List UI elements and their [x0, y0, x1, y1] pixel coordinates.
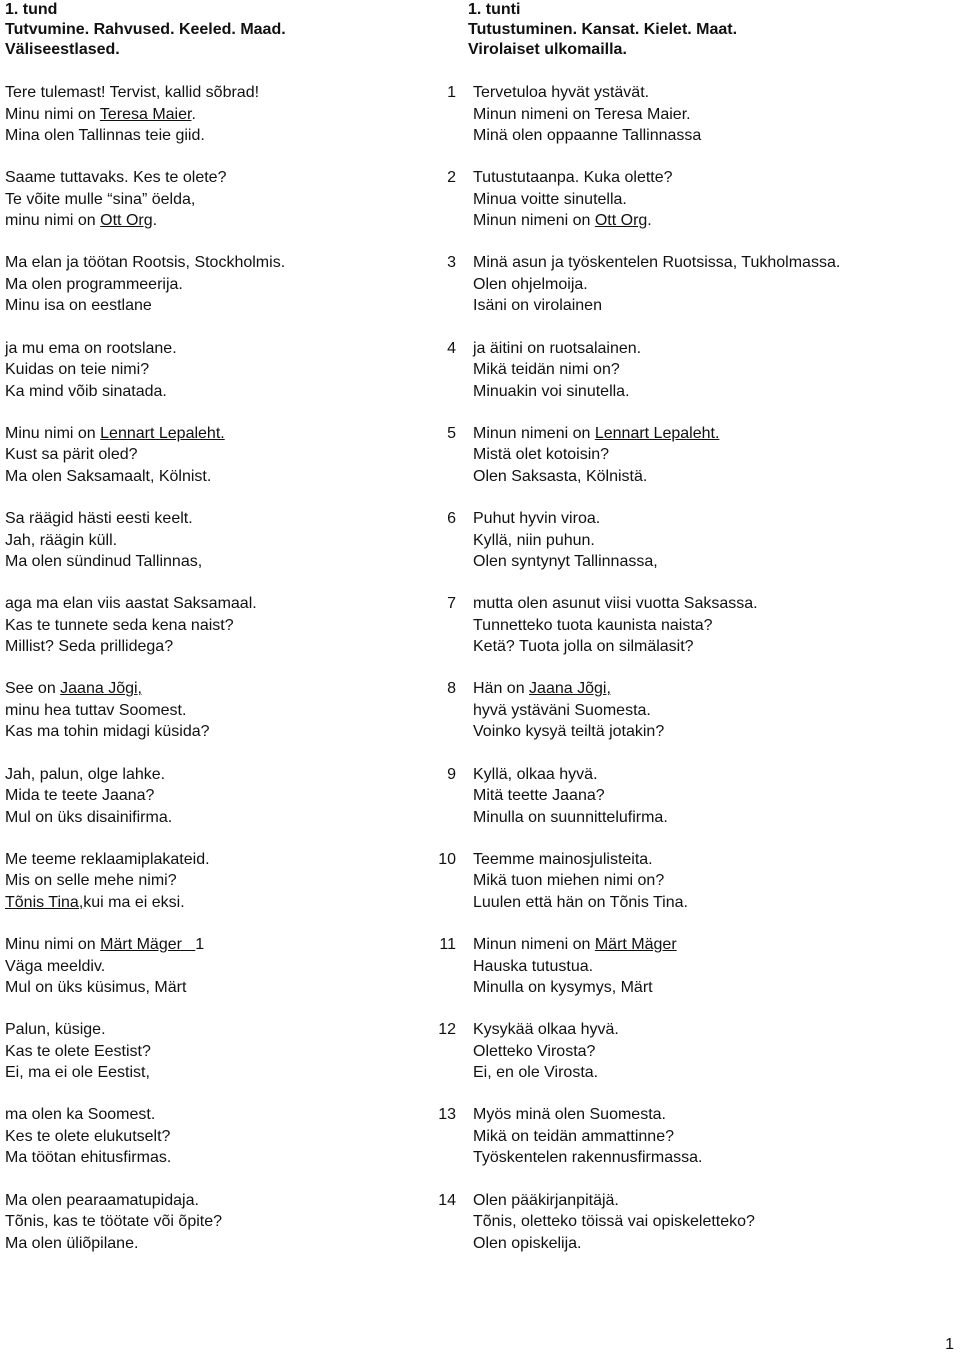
text-segment: Olen Saksasta, Kölnistä.	[473, 467, 648, 485]
finnish-line	[473, 167, 673, 188]
estonian-line	[5, 295, 152, 316]
finnish-line	[473, 295, 602, 316]
estonian-line	[5, 444, 138, 465]
text-segment: Te võite mulle “sina” öelda,	[5, 190, 196, 208]
text-segment: Mikä on teidän ammattinne?	[473, 1127, 674, 1145]
finnish-line	[473, 1233, 582, 1254]
text-segment: Mul on üks disainifirma.	[5, 808, 173, 826]
text-segment: Ma töötan ehitusfirmas.	[5, 1149, 172, 1167]
text-segment: Mul on üks küsimus, Märt	[5, 979, 187, 996]
underlined-name: Tõnis Tina,	[5, 893, 84, 911]
text-segment: Kuidas on teie nimi?	[5, 361, 150, 379]
text-segment: Ma olen üliõpilane.	[5, 1234, 139, 1252]
finnish-line	[473, 807, 668, 828]
block-number: 4	[447, 339, 456, 357]
finnish-line	[473, 870, 664, 891]
text-segment: Voinko kysyä teiltä jotakin?	[473, 723, 665, 741]
finnish-line	[473, 785, 605, 806]
text-segment: Ketä? Tuota jolla on silmälasit?	[473, 638, 694, 656]
finnish-line	[473, 1190, 619, 1211]
text-segment: Kas te tunnete seda kena naist?	[5, 616, 234, 634]
text-segment: Puhut hyvin viroa.	[473, 510, 601, 527]
estonian-line	[5, 1019, 106, 1040]
underlined-name: Jaana Jõgi,	[529, 680, 611, 698]
estonian-line	[5, 167, 226, 188]
block-number: 13	[438, 1106, 456, 1124]
text-segment: 1	[195, 936, 205, 953]
finnish-line	[473, 82, 649, 103]
text-segment: Sa räägid hästi eesti keelt.	[5, 510, 193, 527]
finnish-line	[473, 252, 840, 273]
estonian-lesson-title: 1. tund	[5, 1, 58, 18]
text-segment: Tere tulemast! Tervist, kallid sõbrad!	[5, 84, 260, 101]
underlined-name: Märt Mäger	[100, 936, 196, 953]
text-segment: .	[647, 212, 652, 230]
text-segment: Minun nimeni on	[473, 212, 595, 230]
estonian-line	[5, 934, 204, 955]
block-number: 12	[438, 1021, 456, 1039]
block-number: 5	[447, 424, 456, 442]
estonian-line	[5, 338, 177, 359]
text-segment: Mistä olet kotoisin?	[473, 446, 610, 464]
text-segment: Ma olen pearaamatupidaja.	[5, 1191, 199, 1209]
finnish-line	[473, 423, 719, 444]
text-segment: minu nimi on	[5, 212, 101, 230]
text-segment: Kust sa pärit oled?	[5, 446, 138, 464]
text-segment: Hän on	[473, 680, 530, 698]
estonian-line	[5, 636, 173, 657]
finnish-line	[473, 338, 641, 359]
text-segment: Minu nimi on	[5, 424, 101, 442]
text-segment: Ma olen programmeerija.	[5, 275, 183, 293]
finnish-subtopic: Virolaiset ulkomailla.	[468, 41, 627, 58]
text-segment: Minua voitte sinutella.	[473, 190, 627, 208]
block-number: 9	[447, 765, 456, 783]
text-segment: Kysykää olkaa hyvä.	[473, 1021, 619, 1039]
finnish-line	[473, 1147, 702, 1168]
finnish-line	[473, 956, 593, 977]
estonian-line	[5, 551, 202, 572]
text-segment: Me teeme reklaamiplakateid.	[5, 850, 210, 868]
finnish-line	[473, 189, 627, 210]
estonian-line	[5, 764, 165, 785]
finnish-line	[473, 210, 652, 231]
estonian-line	[5, 1104, 155, 1125]
text-segment: ja mu ema on rootslane.	[5, 339, 177, 357]
text-segment: Mikä tuon miehen nimi on?	[473, 872, 665, 890]
text-segment: Olen ohjelmoija.	[473, 275, 588, 293]
text-segment: Kas te olete Eestist?	[5, 1042, 151, 1060]
text-segment: Ei, en ole Virosta.	[473, 1064, 599, 1082]
underlined-name: Märt Mäger	[594, 936, 677, 953]
text-segment: Ei, ma ei ole Eestist,	[5, 1064, 150, 1082]
estonian-line	[5, 1147, 171, 1168]
page-number: 1	[945, 1336, 954, 1353]
estonian-line	[5, 870, 177, 891]
text-segment: Ma olen sündinud Tallinnas,	[5, 553, 203, 570]
estonian-line	[5, 721, 210, 742]
finnish-line	[473, 1019, 619, 1040]
text-segment: Jah, palun, olge lahke.	[5, 765, 166, 783]
underlined-name: Ott Org	[594, 212, 648, 230]
underlined-name: Ott Org	[100, 212, 153, 230]
text-segment: Minu isa on eestlane	[5, 297, 152, 315]
text-segment: Palun, küsige.	[5, 1021, 106, 1039]
finnish-line	[473, 678, 611, 699]
finnish-line	[473, 125, 701, 146]
estonian-line	[5, 1233, 138, 1254]
text-segment: kui ma ei eksi.	[83, 893, 185, 911]
text-segment: Mitä teette Jaana?	[473, 787, 605, 805]
text-segment: Mida te teete Jaana?	[5, 787, 155, 805]
text-segment: Jah, räägin küll.	[5, 531, 118, 549]
text-segment: mutta olen asunut viisi vuotta Saksassa.	[473, 595, 758, 613]
estonian-line	[5, 104, 196, 125]
estonian-line	[5, 807, 172, 828]
estonian-line	[5, 210, 157, 231]
text-segment: Ma olen Saksamaalt, Kölnist.	[5, 467, 212, 485]
text-segment: Isäni on virolainen	[473, 297, 602, 315]
underlined-name: Teresa Maier	[99, 105, 192, 123]
text-segment: Luulen että hän on Tõnis Tina.	[473, 893, 688, 911]
finnish-line	[473, 892, 688, 913]
block-number: 8	[447, 680, 456, 698]
text-segment: aga ma elan viis aastat Saksamaal.	[5, 595, 257, 613]
finnish-line	[473, 530, 595, 551]
text-segment: Myös minä olen Suomesta.	[473, 1106, 666, 1124]
finnish-line	[473, 615, 713, 636]
finnish-line	[473, 1062, 598, 1083]
finnish-line	[473, 849, 653, 870]
text-segment: Teemme mainosjulisteita.	[473, 850, 653, 868]
text-segment: Kas ma tohin midagi küsida?	[5, 723, 210, 741]
block-number: 14	[438, 1191, 456, 1209]
finnish-line	[473, 1126, 674, 1147]
text-segment: Minulla on suunnittelufirma.	[473, 808, 668, 826]
finnish-line	[473, 1211, 755, 1232]
estonian-subtopic: Väliseestlased.	[5, 41, 120, 58]
estonian-line	[5, 1041, 151, 1062]
estonian-line	[5, 125, 205, 146]
text-segment: Hauska tutustua.	[473, 957, 594, 975]
text-segment: hyvä ystäväni Suomesta.	[473, 701, 651, 719]
estonian-line	[5, 189, 195, 210]
text-segment: Minu nimi on	[5, 105, 100, 123]
finnish-line	[473, 551, 658, 572]
block-number: 6	[447, 510, 456, 527]
finnish-line	[473, 274, 588, 295]
finnish-line	[473, 1041, 595, 1062]
text-segment: ja äitini on ruotsalainen.	[473, 339, 642, 357]
text-segment: .	[191, 105, 196, 123]
estonian-line	[5, 274, 183, 295]
estonian-line	[5, 359, 149, 380]
finnish-lesson-title: 1. tunti	[468, 1, 521, 18]
finnish-line	[473, 444, 609, 465]
finnish-line	[473, 381, 630, 402]
estonian-line	[5, 1211, 222, 1232]
text-segment: Tervetuloa hyvät ystävät.	[473, 84, 650, 101]
estonian-line	[5, 700, 186, 721]
estonian-line	[5, 785, 154, 806]
underlined-name: Lennart Lepaleht.	[100, 424, 225, 442]
finnish-line	[473, 700, 651, 721]
text-segment: Minuakin voi sinutella.	[473, 382, 630, 400]
text-segment: See on	[5, 680, 61, 698]
estonian-line	[5, 508, 193, 529]
finnish-line	[473, 977, 653, 998]
estonian-line	[5, 977, 186, 998]
block-number: 7	[447, 595, 456, 613]
estonian-line	[5, 1190, 199, 1211]
text-segment: Minun nimeni on Teresa Maier.	[473, 105, 691, 123]
text-segment: ma olen ka Soomest.	[5, 1106, 156, 1124]
finnish-topics: Tutustuminen. Kansat. Kielet. Maat.	[468, 21, 738, 38]
text-segment: Minu nimi on	[5, 936, 101, 953]
text-segment: Mina olen Tallinnas teie giid.	[5, 127, 205, 144]
text-segment: Saame tuttavaks. Kes te olete?	[5, 169, 227, 187]
estonian-line	[5, 423, 225, 444]
finnish-header	[468, 0, 737, 60]
estonian-line	[5, 530, 117, 551]
text-segment: Ka mind võib sinatada.	[5, 382, 167, 400]
estonian-line	[5, 956, 105, 977]
text-segment: Tunnetteko tuota kaunista naista?	[473, 616, 713, 634]
block-number: 1	[447, 84, 456, 101]
finnish-line	[473, 764, 598, 785]
estonian-line	[5, 252, 285, 273]
text-segment: Tutustutaanpa. Kuka olette?	[473, 169, 673, 187]
estonian-line	[5, 615, 234, 636]
text-segment: Minun nimeni on	[473, 936, 595, 953]
estonian-header	[5, 0, 286, 60]
text-segment: Tõnis, kas te töötate või õpite?	[5, 1213, 223, 1231]
estonian-line	[5, 381, 167, 402]
estonian-line	[5, 892, 185, 913]
text-segment: Minä asun ja työskentelen Ruotsissa, Tukholmassa.	[473, 254, 841, 272]
finnish-line	[473, 721, 664, 742]
text-segment: Työskentelen rakennusfirmassa.	[473, 1149, 703, 1167]
estonian-line	[5, 593, 257, 614]
text-segment: Oletteko Virosta?	[473, 1042, 596, 1060]
finnish-line	[473, 593, 758, 614]
text-segment: .	[152, 212, 158, 230]
text-segment: Minä olen oppaanne Tallinnassa	[473, 127, 702, 144]
underlined-name: Lennart Lepaleht.	[594, 424, 720, 442]
finnish-line	[473, 508, 600, 529]
finnish-line	[473, 636, 694, 657]
block-number: 10	[438, 850, 456, 868]
text-segment: Tõnis, oletteko töissä vai opiskeletteko?	[473, 1213, 755, 1231]
estonian-line	[5, 678, 142, 699]
text-segment: Minun nimeni on	[473, 424, 595, 442]
text-segment: Väga meeldiv.	[5, 957, 106, 975]
text-segment: Olen opiskelija.	[473, 1234, 582, 1252]
finnish-line	[473, 466, 647, 487]
text-segment: Ma elan ja töötan Rootsis, Stockholmis.	[5, 254, 286, 272]
text-segment: minu hea tuttav Soomest.	[5, 701, 187, 719]
estonian-line	[5, 1126, 170, 1147]
finnish-line	[473, 104, 691, 125]
text-segment: Millist? Seda prillidega?	[5, 638, 174, 656]
text-segment: Kes te olete elukutselt?	[5, 1127, 171, 1145]
text-segment: Olen syntynyt Tallinnassa,	[473, 553, 658, 570]
estonian-line	[5, 466, 211, 487]
finnish-line	[473, 934, 677, 955]
text-segment: Kyllä, niin puhun.	[473, 531, 595, 549]
estonian-line	[5, 1062, 150, 1083]
text-segment: Olen pääkirjanpitäjä.	[473, 1191, 619, 1209]
underlined-name: Jaana Jõgi,	[60, 680, 142, 698]
block-number: 2	[447, 169, 456, 187]
text-segment: Kyllä, olkaa hyvä.	[473, 765, 598, 783]
estonian-topics: Tutvumine. Rahvused. Keeled. Maad.	[5, 21, 286, 38]
text-segment: Mis on selle mehe nimi?	[5, 872, 177, 890]
block-number: 11	[439, 936, 456, 953]
finnish-line	[473, 1104, 666, 1125]
estonian-line	[5, 82, 259, 103]
finnish-line	[473, 359, 620, 380]
block-number: 3	[447, 254, 456, 272]
estonian-line	[5, 849, 210, 870]
text-segment: Minulla on kysymys, Märt	[473, 979, 653, 996]
text-segment: Mikä teidän nimi on?	[473, 361, 620, 379]
